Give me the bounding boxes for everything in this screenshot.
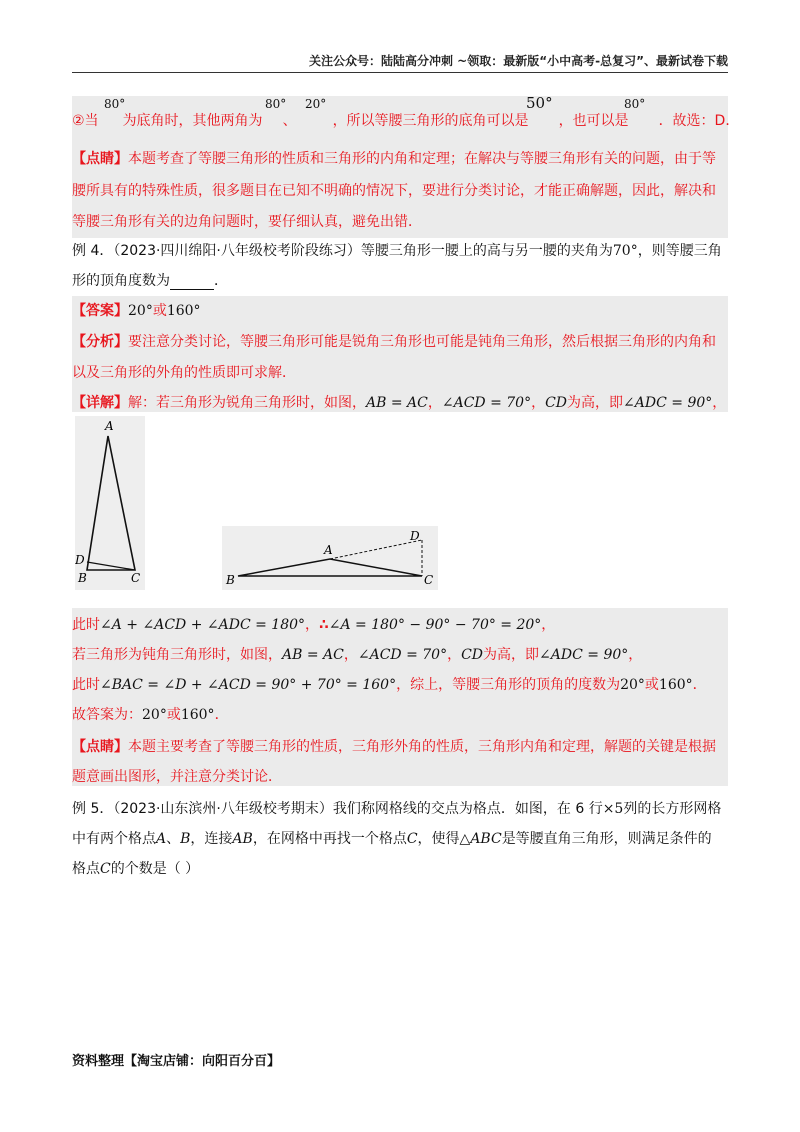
example5-line3	[72, 860, 199, 878]
prev-text-4: ，也可以是	[558, 113, 629, 129]
prev-text-1: ②当	[72, 113, 99, 129]
detail-math-1: AB = AC	[366, 395, 428, 411]
example5-text-3: 中有两个格点	[72, 831, 156, 847]
calc-text-11: ．	[214, 707, 229, 723]
angle-80-e: 80°	[624, 97, 646, 111]
calc-text-1: 此时	[72, 617, 100, 633]
angle-80-a: 80°	[104, 97, 126, 111]
figure-obtuse-triangle	[222, 526, 438, 590]
answer-line	[72, 302, 201, 320]
calc-text-4: 若三角形为钝角三角形时，如图，	[72, 647, 282, 663]
example4-text-4: ．	[214, 273, 228, 289]
example5-point-c-2: C	[100, 861, 111, 877]
detail-tag: 【详解】	[72, 395, 128, 411]
label-a: A	[105, 419, 114, 433]
figure-acute-triangle	[75, 416, 145, 590]
detail-math-2: ∠ACD = 70°	[441, 395, 532, 411]
example5-point-c: C	[406, 831, 418, 847]
dianjing1-text-1: 本题考查了等腰三角形的性质和三角形的内角和定理；在解决与等腰三角形有关的问题，由于等	[128, 151, 716, 167]
example5-point-a: A	[156, 831, 167, 847]
calc-math-2: ∠A = 180° − 90° − 70° = 20°	[328, 617, 542, 633]
example4-text-3: 形的顶角度数为	[72, 273, 170, 289]
example4-text-1: 例 4．（2023·四川绵阳·八年级校考阶段练习）等腰三角形一腰上的高与另一腰的夹角为	[72, 243, 613, 259]
calc-value-4: 160°	[180, 707, 215, 723]
calc-text-6: ，	[628, 647, 643, 663]
answer-blank	[170, 275, 214, 290]
example5-segment-ab: AB	[232, 831, 253, 847]
example5-line1	[72, 800, 721, 818]
detail-math-4: ∠ADC = 90°	[623, 395, 713, 411]
example4-angle: 70°	[612, 243, 638, 259]
calc-text-10: 故答案为：	[72, 707, 142, 723]
answer-or: 或	[152, 303, 167, 319]
solution-block-3	[72, 608, 728, 786]
label-c-2: C	[424, 573, 434, 587]
example4-line1	[72, 242, 722, 260]
detail-math-3: CD	[545, 395, 568, 411]
example5-text-8: 是等腰直角三角形，则满足条件的	[501, 831, 712, 847]
example5-text-7: ，使得	[417, 831, 460, 847]
calc-text-3: ，	[541, 617, 556, 633]
prev-text-2: 为底角时，其他两角为	[122, 113, 263, 129]
calc-or-2: 或	[166, 707, 181, 723]
calc-value-2: 160°	[658, 677, 693, 693]
detail-text-1: 解：若三角形为锐角三角形时，如图，	[128, 395, 366, 411]
dianjing2-line2	[72, 768, 282, 786]
dianjing1-line2	[72, 182, 716, 200]
label-b-2: B	[226, 573, 235, 587]
calc-value-3: 20°	[142, 707, 167, 723]
dianjing2-line1	[72, 738, 716, 756]
prev-text-3: ，所以等腰三角形的底角可以是	[332, 113, 529, 129]
dianjing1-line1	[72, 150, 716, 168]
prev-text-5: ．故选：D．	[658, 113, 740, 129]
calc-value-1: 20°	[620, 677, 645, 693]
dianjing2-tag: 【点睛】	[72, 739, 128, 755]
example5-text-1: 例 5．（2023·山东滨州·八年级校考期末）我们称网格线的交点为格点．如图，在 6 行	[72, 801, 603, 817]
header-text: 关注公众号：陆陆高分冲刺 ~领取：最新版“小中高考-总复习”、最新试卷下载	[309, 54, 728, 68]
angle-20-c: 20°	[305, 97, 327, 111]
example5-text-6: ，在网格中再找一个格点	[252, 831, 407, 847]
example4-text-2: ，则等腰三角	[637, 243, 722, 259]
analysis-tag: 【分析】	[72, 334, 128, 350]
example5-text-10: 的个数是（ ）	[110, 861, 200, 877]
example5-math-1: ×5	[602, 801, 624, 817]
figure2-bg	[222, 526, 438, 590]
analysis-text-2: 以及三角形的外角的性质即可求解．	[72, 365, 296, 381]
calc-math-7: ∠BAC = ∠D + ∠ACD = 90° + 70° = 160°	[100, 677, 397, 693]
calc-text-9: ．	[692, 677, 707, 693]
calc-math-1: ∠A + ∠ACD + ∠ADC = 180°	[100, 617, 306, 633]
prev-solution-line	[72, 112, 739, 130]
example5-point-b: B	[180, 831, 191, 847]
answer-value-1: 20°	[128, 303, 153, 319]
label-c: C	[131, 571, 141, 585]
therefore-symbol: ∴	[319, 617, 329, 633]
answer-value-2: 160°	[166, 303, 201, 319]
analysis-line1	[72, 333, 716, 351]
example5-text-9: 格点	[72, 861, 100, 877]
dianjing1-line3	[72, 213, 422, 231]
footer-text: 资料整理【淘宝店铺：向阳百分百】	[72, 1054, 281, 1069]
dianjing1-text-2: 腰所具有的特殊性质，很多题目在已知不明确的情况下，要进行分类讨论，才能正确解题，因此，解决和	[72, 183, 716, 199]
dianjing1-text-3: 等腰三角形有关的边角问题时，要仔细认真，避免出错．	[72, 214, 422, 230]
prev-sep: 、	[282, 113, 297, 129]
detail-text-3: ，	[712, 395, 727, 411]
calc-math-6: ∠ADC = 90°	[539, 647, 629, 663]
detail-line: 【详解】解：若三角形为锐角三角形时，如图，AB = AC，∠ACD = 70°，CD为高，即∠ADC = 90°，	[72, 395, 727, 411]
label-b: B	[78, 571, 87, 585]
calc-text-8: ，综上，等腰三角形的顶角的度数为	[396, 677, 621, 693]
angle-50-d: 50°	[526, 94, 553, 112]
calc-line1	[72, 616, 555, 634]
calc-math-4: ∠ACD = 70°	[357, 647, 448, 663]
example5-text-2: 列的长方形网格	[623, 801, 722, 817]
example5-line2	[72, 830, 712, 848]
label-d: D	[75, 553, 85, 567]
calc-line2: 若三角形为钝角三角形时，如图，AB = AC，∠ACD = 70°，CD为高，即∠ADC = 90°，	[72, 647, 643, 663]
angle-80-b: 80°	[265, 97, 287, 111]
dianjing1-tag: 【点睛】	[72, 151, 128, 167]
dianjing2-text-2: 题意画出图形，并注意分类讨论．	[72, 769, 282, 785]
calc-line4	[72, 706, 229, 724]
page-header	[72, 52, 728, 73]
analysis-text-1: 要注意分类讨论，等腰三角形可能是锐角三角形也可能是钝角三角形，然后根据三角形的内角和	[128, 334, 716, 350]
example5-text-5: ，连接	[190, 831, 233, 847]
label-d-2: D	[410, 529, 420, 543]
example5-text-4: 、	[166, 831, 181, 847]
detail-text-2: 为高，即	[567, 395, 624, 411]
analysis-line2	[72, 364, 296, 382]
calc-or-1: 或	[644, 677, 659, 693]
example5-triangle: △ABC	[459, 831, 502, 847]
label-a-2: A	[324, 543, 333, 557]
calc-math-5: CD	[461, 647, 484, 663]
example4-line2	[72, 272, 228, 290]
calc-text-5: 为高，即	[483, 647, 540, 663]
calc-math-3: AB = AC	[282, 647, 344, 663]
calc-text-7: 此时	[72, 677, 100, 693]
answer-tag: 【答案】	[72, 303, 128, 319]
calc-line3	[72, 676, 707, 694]
page-footer	[72, 1050, 280, 1069]
dianjing2-text-1: 本题主要考查了等腰三角形的性质，三角形外角的性质，三角形内角和定理，解题的关键是根据	[128, 739, 716, 755]
calc-text-2: ，	[305, 617, 320, 633]
